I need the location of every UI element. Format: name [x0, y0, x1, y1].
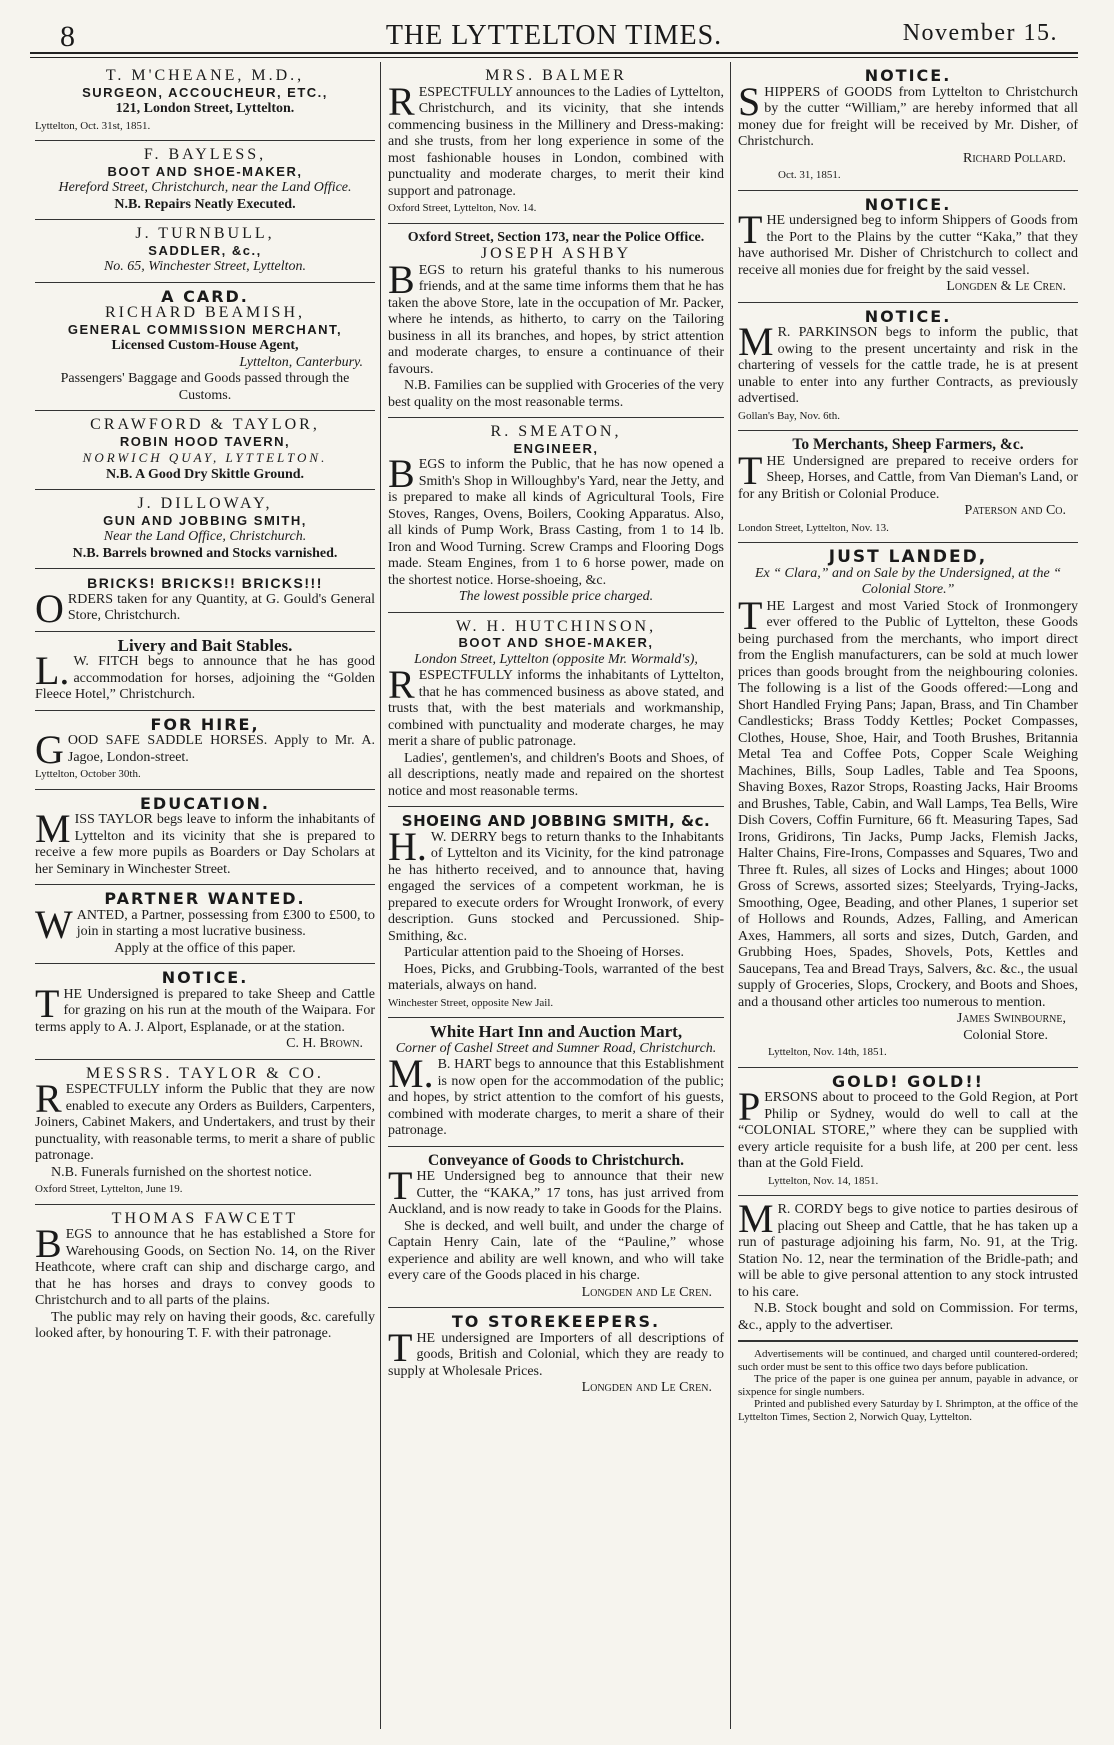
- masthead: [30, 14, 1078, 54]
- ad-name: J. TURNBULL,: [135, 225, 275, 242]
- ad-name: F. BAYLESS,: [143, 146, 267, 163]
- ad-heading: MESSRS. TAYLOR & CO.: [86, 1064, 324, 1082]
- ad-heading: SHOEING AND JOBBING SMITH, &c.: [401, 812, 711, 830]
- drop-cap: T: [388, 1163, 413, 1208]
- drop-cap: O: [35, 585, 64, 631]
- ad-role: BOOT AND SHOE-MAKER,: [458, 635, 654, 650]
- ad-heading: NOTICE.: [864, 194, 952, 214]
- drop-cap: M: [738, 319, 774, 364]
- ad-heading: R. SMEATON,: [490, 423, 622, 440]
- drop-cap: L.: [35, 648, 70, 693]
- ad-whitehart: [388, 1018, 724, 1147]
- ad-name: J. DILLOWAY,: [137, 495, 273, 512]
- ad-date: Oct. 31, 1851.: [778, 169, 841, 181]
- ad-text: ESPECTFULLY announces to the Ladies of Lyttelton, Christchurch, and its vicinity, that she intends commencing business in the Millinery and Dress-making: and she trusts, from her long experience in some of the most fashionable houses in London, combined with punctuality and moderate charges, to merit their kind support and patronage.: [388, 84, 724, 199]
- drop-cap: M: [738, 1196, 774, 1241]
- ad-signature: Paterson and Co.: [964, 503, 1066, 518]
- ad-balmer: [388, 62, 724, 224]
- ad-signature: C. H. Brown.: [286, 1036, 363, 1051]
- drop-cap: W: [35, 901, 73, 947]
- ad-heading: W. H. HUTCHINSON,: [455, 617, 657, 635]
- drop-cap: B: [35, 1221, 62, 1266]
- ad-role: GENERAL COMMISSION MERCHANT,: [67, 321, 343, 337]
- footer-text: Printed and published every Saturday by I. Shrimpton, at the office of the Lyttelton Times, Section 2, Norwich Quay, Lyttelton.: [738, 1398, 1078, 1423]
- publication-footer: [738, 1341, 1078, 1429]
- ad-text: She is decked, and well built, and under the charge of Captain Henry Cain, late of the “Pauline,” whose experience and ability are well known, and who will take every care of the Goods placed in his charge.: [388, 1218, 724, 1283]
- ad-heading: JUST LANDED,: [828, 547, 988, 567]
- ad-text: B. HART begs to announce that this Establishment is now open for the accommodation of the public; and hopes, by strict attention to the comfort of his guests, combined with moderate charges, to merit a share of their patronage.: [388, 1057, 724, 1138]
- ad-role: BOOT AND SHOE-MAKER,: [107, 163, 303, 179]
- ad-agent: Licensed Custom-House Agent,: [111, 338, 299, 353]
- drop-cap: T: [35, 980, 60, 1026]
- ad-hire: [35, 711, 375, 790]
- ad-text: Hoes, Picks, and Grubbing-Tools, warranted of the best materials, always on hand.: [388, 961, 724, 993]
- ad-subheading: Ex “ Clara,” and on Sale by the Undersigned, at the “ Colonial Store.”: [754, 565, 1062, 597]
- ad-text: HE undersigned beg to inform Shippers of Goods from the Port to the Plains by the cutter “Kaka,” that they have authorised Mr. Disher of Christchurch to collect and receive all monies due for freight by the said vessel.: [738, 213, 1078, 278]
- ad-bayless: [35, 141, 375, 220]
- ad-livery: [35, 632, 375, 711]
- ad-fawcett: [35, 1205, 375, 1349]
- ad-heading: MRS. BALMER: [485, 67, 627, 84]
- ad-heading: To Merchants, Sheep Farmers, &c.: [792, 436, 1024, 453]
- ad-name: RICHARD BEAMISH,: [104, 304, 305, 321]
- ad-derry: [388, 807, 724, 1018]
- ad-name: CRAWFORD & TAYLOR,: [90, 416, 320, 433]
- ad-text: R. CORDY begs to give notice to parties desirous of placing out Sheep and Cattle, that he has taken up a run of pasturage adjoining his farm, No. 91, at the Trig. Station No. 12, near the termination of the Bridle-path; and will be able to give personal attention to any stock intrusted to his care.: [738, 1202, 1078, 1300]
- drop-cap: T: [738, 592, 763, 638]
- ad-text: Ladies', gentlemen's, and children's Boots and Shoes, of all descriptions, neatly made and repaired on the shortest notice and most reasonable terms.: [388, 750, 724, 799]
- ad-text: The public may rely on having their goods, &c. carefully looked after, by honouring T. F. with their patronage.: [35, 1309, 375, 1341]
- ad-text: HE Undersigned is prepared to take Sheep and Cattle for grazing on his run at the mouth of the Waipara. For terms apply to A. J. Alport, Esplanade, or at the station.: [35, 986, 375, 1035]
- column-1: [35, 62, 375, 1729]
- ad-heading: NOTICE.: [864, 66, 952, 85]
- ad-role: SADDLER, &c.,: [148, 242, 262, 258]
- ad-address: 121, London Street, Lyttelton.: [115, 101, 295, 116]
- ad-heading: FOR HIRE,: [150, 714, 260, 734]
- drop-cap: G: [35, 727, 64, 772]
- ad-text: ESPECTFULLY inform the Public that they are now enabled to execute any Orders as Builders, Carpenters, Joiners, Cabinet Makers, and Undertakers, and trust by their punctuality, with reasonable terms, to merit a share of public patronage.: [35, 1082, 375, 1163]
- drop-cap: P: [738, 1084, 761, 1129]
- drop-cap: T: [738, 207, 763, 252]
- drop-cap: B: [388, 451, 415, 496]
- ad-address: Winchester Street, opposite New Jail.: [388, 996, 554, 1009]
- ad-address: NORWICH QUAY, LYTTELTON.: [82, 450, 328, 465]
- drop-cap: M.: [388, 1051, 434, 1096]
- ad-storekeepers: [388, 1308, 724, 1403]
- ad-date: Oxford Street, Lyttelton, June 19.: [35, 1183, 183, 1195]
- ad-notice-brown: [35, 964, 375, 1060]
- ad-bricks: [35, 569, 375, 632]
- ad-name: T. M'CHEANE, M.D.,: [105, 67, 305, 84]
- ad-note: N.B. Repairs Neatly Executed.: [114, 196, 296, 212]
- ad-text: Particular attention paid to the Shoeing of Horses.: [404, 945, 684, 960]
- ad-place: Lyttelton, Canterbury.: [239, 354, 363, 370]
- ad-text: OOD SAFE SADDLE HORSES. Apply to Mr. A. Jagoe, London-street.: [67, 733, 375, 765]
- masthead-rule: [30, 57, 1078, 58]
- ad-dilloway: [35, 490, 375, 569]
- ad-date: Oxford Street, Lyttelton, Nov. 14.: [388, 202, 537, 214]
- ad-date: London Street, Lyttelton, Nov. 13.: [738, 521, 889, 534]
- ad-merchants: [738, 431, 1078, 543]
- ad-location: Oxford Street, Section 173, near the Police Office.: [407, 229, 705, 245]
- footer-text: The price of the paper is one guinea per annum, payable in advance, or sixpence for single numbers.: [738, 1373, 1078, 1398]
- footer-text: Advertisements will be continued, and charged until countered-ordered; such order must be sent to this office two days before publication.: [738, 1348, 1078, 1373]
- ad-date: Lyttelton, Nov. 14th, 1851.: [768, 1046, 887, 1058]
- ad-date: Lyttelton, October 30th.: [35, 768, 141, 780]
- ad-cordy: [738, 1196, 1078, 1341]
- ad-signature: James Swinbourne,: [956, 1011, 1066, 1026]
- page-number: 8: [60, 20, 75, 53]
- ad-note: N.B. Stock bought and sold on Commission. For terms, &c., apply to the advertiser.: [738, 1301, 1078, 1333]
- ad-tagline: The lowest possible price charged.: [458, 589, 654, 604]
- ad-note: N.B. Barrels browned and Stocks varnished.: [72, 545, 338, 561]
- column-rule: [730, 62, 731, 1729]
- ad-notice-pollard: [738, 62, 1078, 191]
- ad-heading: White Hart Inn and Auction Mart,: [429, 1022, 683, 1041]
- ad-notice-parkinson: [738, 303, 1078, 432]
- ad-text: HIPPERS of GOODS from Lyttelton to Christchurch by the cutter “William,” are hereby informed that all money due for freight will be received by Mr. Disher, of Christchurch.: [738, 84, 1078, 149]
- ad-heading: PARTNER WANTED.: [104, 889, 306, 908]
- ad-note: N.B. Families can be supplied with Groceries of the very best quality on the most reasonable terms.: [388, 378, 724, 410]
- ad-text: EGS to announce that he has established a Store for Warehousing Goods, on Section No. 14, on the River Heathcote, where craft can ship and discharge cargo, and that he has horses and drays to convey goods to Christchurch and to all parts of the plains.: [35, 1227, 375, 1308]
- ad-beamish: [35, 283, 375, 412]
- ad-note: N.B. Funerals furnished on the shortest notice.: [51, 1164, 312, 1180]
- ad-heading: Conveyance of Goods to Christchurch.: [428, 1151, 684, 1169]
- ad-heading: TO STOREKEEPERS.: [451, 1312, 661, 1331]
- ad-note: Passengers' Baggage and Goods passed through the Customs.: [60, 371, 350, 403]
- drop-cap: H.: [388, 823, 427, 869]
- ad-date: Gollan's Bay, Nov. 6th.: [738, 409, 840, 422]
- ad-mcheane: [35, 62, 375, 141]
- ad-role: SURGEON, ACCOUCHEUR, ETC.,: [82, 84, 328, 100]
- ad-crawford: [35, 411, 375, 490]
- drop-cap: R: [35, 1076, 62, 1121]
- drop-cap: S: [738, 78, 761, 124]
- newspaper-title: THE LYTTELTON TIMES.: [385, 20, 723, 51]
- ad-heading: EDUCATION.: [139, 793, 271, 813]
- drop-cap: R: [388, 78, 415, 124]
- ad-text: EGS to return his grateful thanks to his numerous friends, and at the same time informs them that he has taken the above Store, late in the occupation of Mr. Packer, where he intends, as hitherto, to carry on the Tailoring business in all its branches, and hopes, by strict attention and moderate charges, to ensure a continuance of their favours.: [388, 262, 724, 377]
- issue-date: November 15.: [902, 20, 1058, 46]
- ad-taylor-co: [35, 1060, 375, 1205]
- drop-cap: B: [388, 256, 415, 302]
- ad-heading: JOSEPH ASHBY: [480, 245, 632, 262]
- drop-cap: T: [388, 1324, 413, 1370]
- ad-text: HE Largest and most Varied Stock of Ironmongery ever offered to the Public of Lyttelton, these Goods being purchased from the merchants, who import direct from the English manufacturers, can be sold at much lower prices than goods brought from the neighbouring colonies. The following is a list of the Goods offered:—Long and Short Handled Frying Pans; Japan, Brass, and Tin Chamber Candlesticks; Brass Toddy Kettles; Pocket Compasses, Clothes, House, Shoe, Hair, and Tooth Brushes, Britannia Metal Tea and Coffee Pots, Copper Scale Weighing Machines, Bills, Soup Ladles, Table and Tea Spoons, Shaving Boxes, Razor Strops, Roasting Jacks, Hair Brooms and Brushes, Table, Cabin, and Wall Lamps, Tea Bells, Wire Dish Covers, Coffin Furniture, 66 ft. Measuring Tapes, Sad Irons, Gridirons, Tin Jacks, Pump Jacks, Flemish Jacks, Halter Chains, Fire-Irons, Compasses and Squares, Two and Three ft. Rules, all sizes of Locks and Hinges; about 1000 Gross of Screws, assorted sizes; Steelyards, Trying-Jacks, Smoothing, Ogee, Beading, and other Planes, 1 superior set of Hollows and Rounds, Adzes, Falling, and American Axes, Hammers, all sorts and sizes, Dutch, Garden, and Grubbing Hoes, Spades, Shovels, Pots, Kettles and Saucepans, Tea and Bread Trays, Salvers, &c. &c., the usual supply of Groceries, Slops, Crockery, and Boots and Shoes, and a thousand other articles too numerous to mention.: [738, 598, 1078, 1010]
- ad-address: No. 65, Winchester Street, Lyttelton.: [103, 259, 307, 274]
- ad-address: Hereford Street, Christchurch, near the Land Office.: [58, 180, 352, 195]
- drop-cap: M: [35, 806, 71, 851]
- ad-gold: [738, 1068, 1078, 1197]
- ad-role: GUN AND JOBBING SMITH,: [103, 512, 307, 528]
- ad-heading: BRICKS! BRICKS!! BRICKS!!!: [87, 575, 323, 591]
- ad-text: HE Undersigned are prepared to receive orders for Sheep, Horses, and Cattle, from Van Dieman's Land, or for any British or Colonial Produce.: [738, 453, 1078, 502]
- ad-heading: THOMAS FAWCETT: [111, 1209, 299, 1227]
- ad-text: R. PARKINSON begs to inform the public, that owing to the present uncertainty and risk in the chartering of vessels for the cattle trade, he is at present unable to enter into any further Contracts, as previously advertised.: [738, 325, 1078, 406]
- ad-heading: Livery and Bait Stables.: [117, 635, 293, 655]
- ad-text: W. DERRY begs to return thanks to the Inhabitants of Lyttelton and its Vicinity, for the kind patronage he has hitherto received, and to announce that, having engaged the services of a competent workman, he is prepared to execute orders for Wrought Ironwork, of every description. Guns stocked and Percussioned. Ship-Smithing, &c.: [388, 829, 724, 944]
- ad-date: Lyttelton, Nov. 14, 1851.: [768, 1174, 879, 1187]
- ad-text: ANTED, a Partner, possessing from £300 to £500, to join in starting a most lucrative business.: [76, 907, 375, 939]
- ad-signature: Longden and Le Cren.: [581, 1284, 712, 1300]
- ad-address: London Street, Lyttelton (opposite Mr. Wormald's),: [414, 651, 698, 667]
- column-3: [738, 62, 1078, 1729]
- ad-text: ISS TAYLOR begs leave to inform the inhabitants of Lyttelton and its vicinity that she is prepared to receive a few more pupils as Boarders or Day Scholars at her Seminary in Winchester Street.: [35, 812, 375, 877]
- ad-just-landed: [738, 543, 1078, 1068]
- ad-role: ENGINEER,: [513, 440, 599, 456]
- column-2: [388, 62, 724, 1729]
- ad-note: Apply at the office of this paper.: [114, 940, 296, 956]
- ad-address: Near the Land Office, Christchurch.: [103, 529, 307, 544]
- ad-text: EGS to inform the Public, that he has now opened a Smith's Shop in Willoughby's Yard, near the Jetty, and is prepared to make all kinds of Agricultural Tools, Fire Stoves, Ranges, Ovens, Boilers, Cooking Apparatus. Also, all kinds of Pump Work, Brass Casting, from 1 to 14 lb. Iron and Wood Turning. Screw Cramps and Flooring Dogs made. Steam Engines, from 1 to 6 horse power, made on the shortest notice. Horse-shoeing, &c.: [388, 457, 724, 588]
- ad-conveyance: [388, 1147, 724, 1309]
- ad-text: HE undersigned are Importers of all descriptions of goods, British and Colonial, which they are ready to supply at Wholesale Prices.: [388, 1330, 724, 1379]
- ad-tavern: ROBIN HOOD TAVERN,: [119, 433, 291, 449]
- ad-signature: Longden and Le Cren.: [581, 1380, 712, 1395]
- ad-heading: NOTICE.: [161, 968, 249, 987]
- ad-signature-line: Colonial Store.: [963, 1027, 1048, 1043]
- column-rule: [380, 62, 381, 1729]
- ad-heading: NOTICE.: [864, 306, 952, 326]
- drop-cap: T: [738, 447, 763, 493]
- ad-text: W. FITCH begs to announce that he has good accommodation for horses, adjoining the “Golden Fleece Hotel,” Christchurch.: [35, 654, 375, 702]
- ad-heading: GOLD! GOLD!!: [832, 1071, 984, 1091]
- ad-text: ESPECTFULLY informs the inhabitants of Lyttelton, that he has commenced business as above stated, and trusts that, with the best materials and workmanship, combined with punctuality and moderate charges, he may merit a share of public patronage.: [388, 668, 724, 749]
- ad-subheading: Corner of Cashel Street and Sumner Road, Christchurch.: [395, 1040, 717, 1056]
- newspaper-page: [30, 14, 1078, 1729]
- ad-smeaton: [388, 418, 724, 613]
- drop-cap: R: [388, 662, 415, 707]
- ad-signature: Longden & Le Cren.: [946, 279, 1066, 294]
- ad-text: RDERS taken for any Quantity, at G. Gould's General Store, Christchurch.: [67, 591, 375, 623]
- ad-education: [35, 790, 375, 886]
- ad-heading: A CARD.: [161, 286, 249, 306]
- ad-text: HE Undersigned beg to announce that their new Cutter, the “KAKA,” 17 tons, has just arrived from Auckland, and is now ready to take in Goods for the Plains.: [388, 1169, 724, 1217]
- ad-partner: [35, 885, 375, 964]
- ad-note: N.B. A Good Dry Skittle Ground.: [105, 466, 305, 482]
- ad-hutchinson: [388, 613, 724, 808]
- ad-signature: Richard Pollard.: [962, 150, 1066, 166]
- ad-notice-kaka: [738, 191, 1078, 303]
- columns: [30, 62, 1078, 1729]
- ad-text: ERSONS about to proceed to the Gold Region, at Port Philip or Sydney, would do well to call at the “COLONIAL STORE,” where they can be supplied with every article requisite for a bush life, at 200 per cent. less than at the Gold Field.: [738, 1090, 1078, 1171]
- ad-ashby: [388, 224, 724, 419]
- ad-date: Lyttelton, Oct. 31st, 1851.: [35, 119, 151, 132]
- ad-turnbull: [35, 220, 375, 283]
